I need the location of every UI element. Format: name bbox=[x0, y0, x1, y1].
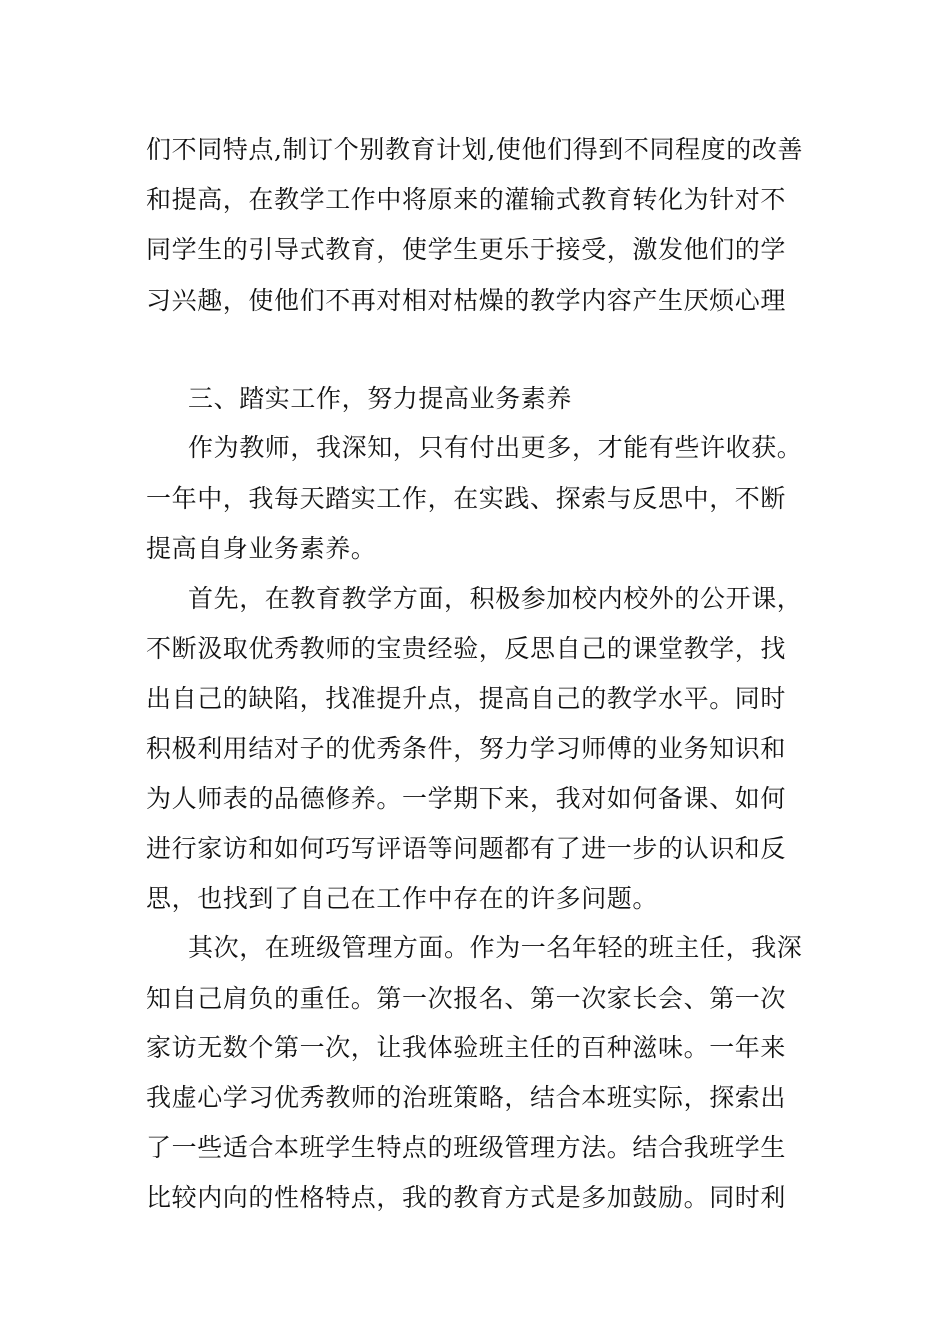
paragraph-line-18: 我虚心学习优秀教师的治班策略，结合本班实际，探索出 bbox=[146, 1083, 787, 1112]
paragraph-line-1: 们不同特点,制订个别教育计划,使他们得到不同程度的改善 bbox=[146, 135, 804, 164]
paragraph-line-13: 进行家访和如何巧写评语等问题都有了进一步的认识和反 bbox=[146, 834, 787, 863]
paragraph-line-7: 提高自身业务素养。 bbox=[146, 534, 377, 563]
paragraph-line-14: 思，也找到了自己在工作中存在的许多问题。 bbox=[146, 884, 659, 913]
paragraph-line-2: 和提高，在教学工作中将原来的灌输式教育转化为针对不 bbox=[146, 185, 787, 214]
paragraph-line-17: 家访无数个第一次，让我体验班主任的百种滋味。一年来 bbox=[146, 1033, 787, 1062]
paragraph-line-15: 其次，在班级管理方面。作为一名年轻的班主任，我深 bbox=[188, 933, 803, 962]
section-heading: 三、踏实工作，努力提高业务素养 bbox=[188, 384, 573, 413]
paragraph-line-6: 一年中，我每天踏实工作，在实践、探索与反思中，不断 bbox=[146, 484, 787, 513]
paragraph-line-16: 知自己肩负的重任。第一次报名、第一次家长会、第一次 bbox=[146, 984, 787, 1013]
paragraph-line-5: 作为教师，我深知，只有付出更多，才能有些许收获。 bbox=[188, 433, 803, 462]
paragraph-line-10: 出自己的缺陷，找准提升点，提高自己的教学水平。同时 bbox=[146, 684, 787, 713]
paragraph-line-20: 比较内向的性格特点，我的教育方式是多加鼓励。同时利 bbox=[146, 1183, 787, 1212]
paragraph-line-9: 不断汲取优秀教师的宝贵经验，反思自己的课堂教学，找 bbox=[146, 634, 787, 663]
paragraph-line-11: 积极利用结对子的优秀条件，努力学习师傅的业务知识和 bbox=[146, 734, 787, 763]
paragraph-line-19: 了一些适合本班学生特点的班级管理方法。结合我班学生 bbox=[146, 1133, 787, 1162]
paragraph-line-12: 为人师表的品德修养。一学期下来，我对如何备课、如何 bbox=[146, 784, 787, 813]
paragraph-line-4: 习兴趣，使他们不再对相对枯燥的教学内容产生厌烦心理 bbox=[146, 286, 787, 315]
paragraph-line-8: 首先，在教育教学方面，积极参加校内校外的公开课， bbox=[188, 584, 803, 613]
paragraph-line-3: 同学生的引导式教育，使学生更乐于接受，激发他们的学 bbox=[146, 235, 787, 264]
